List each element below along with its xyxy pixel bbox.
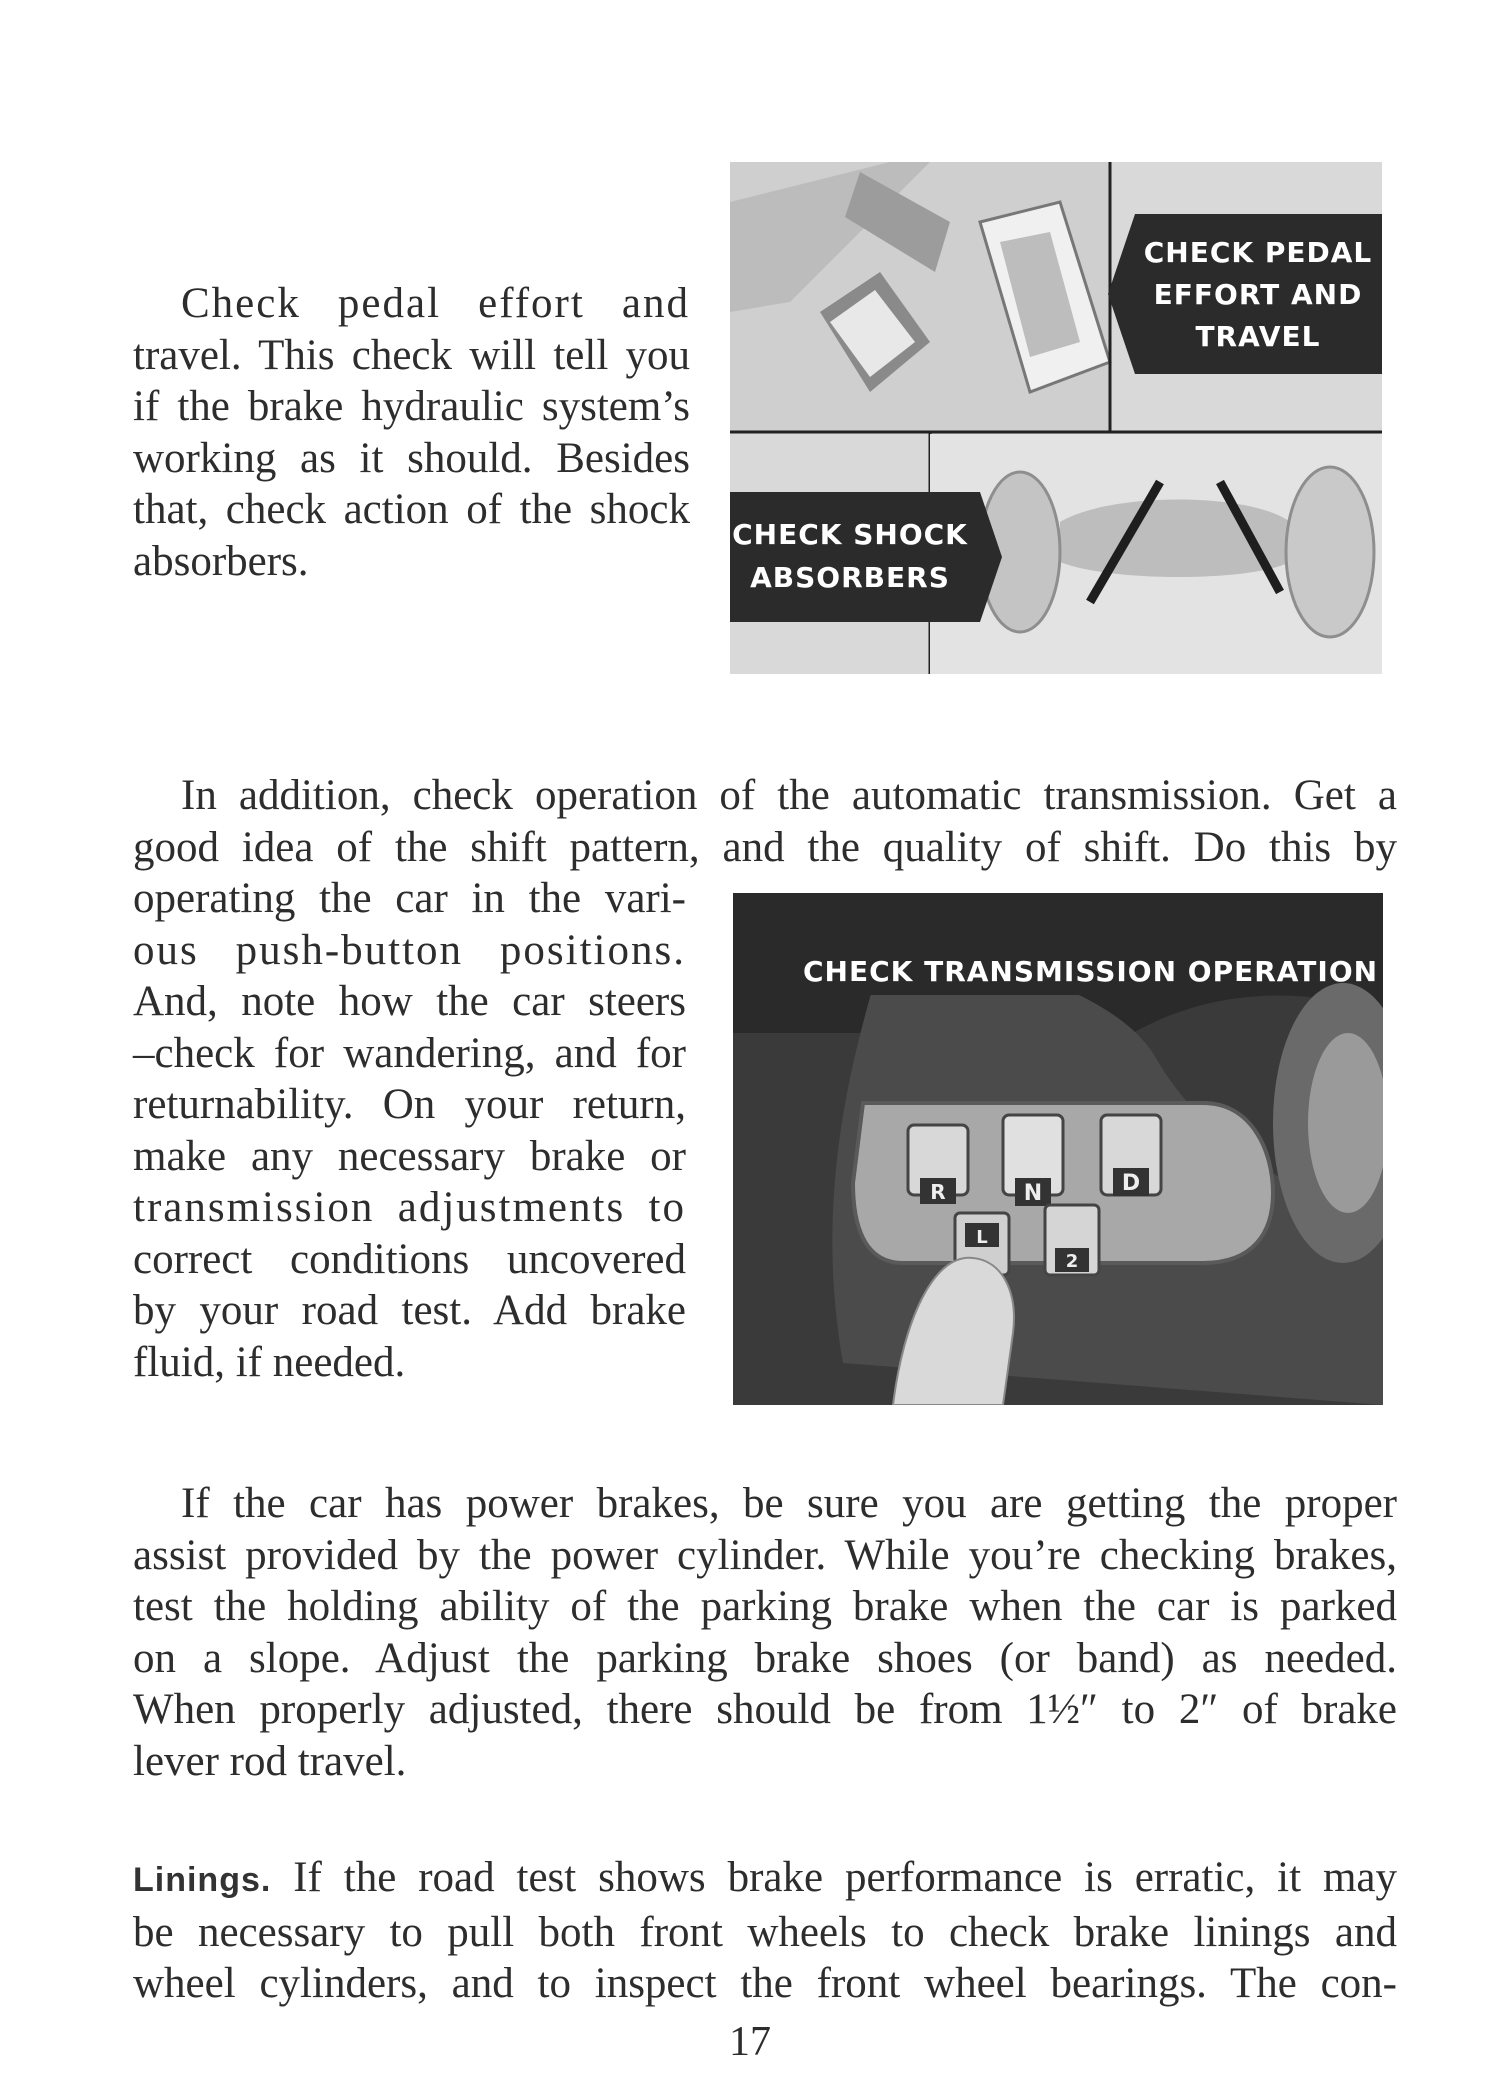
text-line: returnability. On your return, bbox=[133, 1081, 686, 1128]
svg-text:D: D bbox=[1121, 1171, 1141, 1196]
second-button-icon bbox=[1045, 1205, 1099, 1275]
text-line: by your road test. Add brake bbox=[133, 1287, 686, 1334]
power-brakes-paragraph bbox=[133, 1478, 1397, 1787]
transmission-side-paragraph bbox=[133, 873, 686, 1388]
text-line: lever rod travel. bbox=[133, 1737, 407, 1785]
text-line: if the brake hydraulic system’s bbox=[133, 383, 690, 430]
text-line: working as it should. Besides bbox=[133, 434, 690, 482]
pedal-check-paragraph bbox=[133, 278, 690, 587]
text-line: transmission adjustments to bbox=[133, 1184, 686, 1231]
svg-text:R: R bbox=[930, 1180, 946, 1204]
text-line: When properly adjusted, there should be from 1½″ to 2″ of brake bbox=[133, 1686, 1397, 1733]
neutral-button-icon bbox=[1003, 1115, 1063, 1206]
text-line: ous push-button positions. bbox=[133, 926, 686, 974]
svg-text:2: 2 bbox=[1065, 1251, 1079, 1272]
page-number: 17 bbox=[729, 2019, 771, 2065]
text-line: –check for wandering, and for bbox=[133, 1029, 686, 1077]
linings-heading: Linings. bbox=[133, 1861, 272, 1899]
text-line bbox=[133, 1852, 1397, 1907]
text-line: good idea of the shift pattern, and the quality of shift. Do this by bbox=[133, 823, 1397, 871]
pedal-label-line: TRAVEL bbox=[1195, 320, 1321, 353]
text-line: be necessary to pull both front wheels to check brake linings and bbox=[133, 1908, 1397, 1956]
transmission-label: CHECK TRANSMISSION OPERATION bbox=[803, 955, 1379, 988]
text-line: In addition, check operation of the automatic transmission. Get a bbox=[181, 772, 1397, 819]
text-line: wheel cylinders, and to inspect the front wheel bearings. The con- bbox=[133, 1960, 1397, 2007]
pedal-label-line: EFFORT AND bbox=[1153, 278, 1363, 311]
text-line: correct conditions uncovered bbox=[133, 1235, 686, 1283]
transmission-intro-paragraph bbox=[133, 770, 1397, 873]
transmission-illustration bbox=[733, 893, 1383, 1405]
text-line: assist provided by the power cylinder. While you’re checking brakes, bbox=[133, 1531, 1397, 1579]
linings-paragraph bbox=[133, 1852, 1397, 2010]
text-run: If the road test shows brake performance is erratic, it may bbox=[293, 1854, 1397, 1901]
text-line: that, check action of the shock bbox=[133, 486, 690, 533]
reverse-button-icon bbox=[908, 1125, 968, 1204]
text-line: absorbers. bbox=[133, 537, 309, 585]
text-line: fluid, if needed. bbox=[133, 1338, 406, 1386]
text-line: make any necessary brake or bbox=[133, 1132, 686, 1180]
svg-text:N: N bbox=[1023, 1181, 1043, 1206]
shock-label-line: ABSORBERS bbox=[750, 561, 950, 594]
text-line: If the car has power brakes, be sure you are getting the proper bbox=[181, 1480, 1397, 1527]
text-line: travel. This check will tell you bbox=[133, 331, 690, 379]
text-line: test the holding ability of the parking brake when the car is parked bbox=[133, 1583, 1397, 1630]
drive-button-icon bbox=[1101, 1115, 1161, 1196]
text-line: And, note how the car steers bbox=[133, 978, 686, 1025]
text-line: operating the car in the vari- bbox=[133, 875, 686, 922]
pedal-label-line: CHECK PEDAL bbox=[1143, 236, 1373, 269]
shock-label-line: CHECK SHOCK bbox=[732, 518, 968, 551]
svg-text:L: L bbox=[976, 1227, 988, 1248]
text-line: Check pedal effort and bbox=[181, 280, 690, 327]
pedal-shock-illustration bbox=[730, 162, 1382, 674]
text-line: on a slope. Adjust the parking brake shoes (or band) as needed. bbox=[133, 1634, 1397, 1682]
